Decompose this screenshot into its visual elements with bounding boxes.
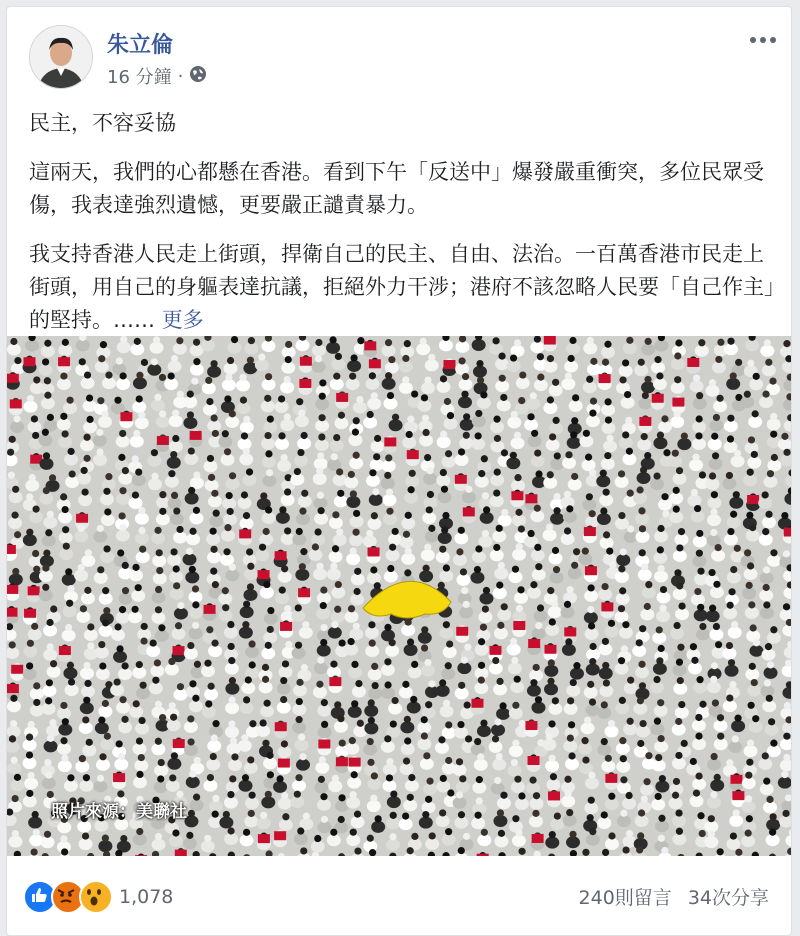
comments-count-link[interactable]: 240則留言 [579, 883, 672, 910]
post-timestamp[interactable]: 16 分鐘 [107, 63, 172, 89]
shares-count-link[interactable]: 34次分享 [688, 883, 769, 910]
meta-separator: · [178, 66, 184, 87]
post-paragraph: 這兩天，我們的心都懸在香港。看到下午「反送中」爆發嚴重衝突，多位民眾受傷，我表達強烈遺憾，更要嚴正譴責暴力。 [29, 156, 779, 222]
crowd-photo-image [7, 336, 791, 856]
author-name[interactable]: 朱立倫 [107, 28, 173, 59]
reaction-count: 1,078 [119, 886, 173, 908]
engagement-stats [579, 883, 769, 910]
post-meta [107, 63, 207, 89]
post-header [7, 7, 791, 97]
post-footer [7, 856, 791, 926]
author-avatar[interactable] [29, 25, 93, 89]
wow-icon [79, 880, 113, 914]
post-paragraph [29, 238, 779, 337]
more-options-icon[interactable] [749, 27, 777, 49]
reactions-summary[interactable] [23, 880, 173, 914]
post-photo[interactable] [7, 336, 791, 856]
post-paragraph-text: 我支持香港人民走上街頭，捍衛自己的民主、自由、法治。一百萬香港市民走上街頭，用自己的身軀表達抗議，拒絕外力干涉；港府不該忽略人民要「自己作主」的堅持。…… [29, 242, 775, 332]
see-more-link[interactable]: 更多 [162, 308, 204, 332]
post-card [6, 6, 792, 936]
globe-icon[interactable] [189, 65, 207, 88]
photo-credit: 照片來源：美聯社 [51, 797, 187, 822]
post-paragraph: 民主，不容妥協 [29, 107, 779, 140]
post-body [29, 107, 779, 353]
